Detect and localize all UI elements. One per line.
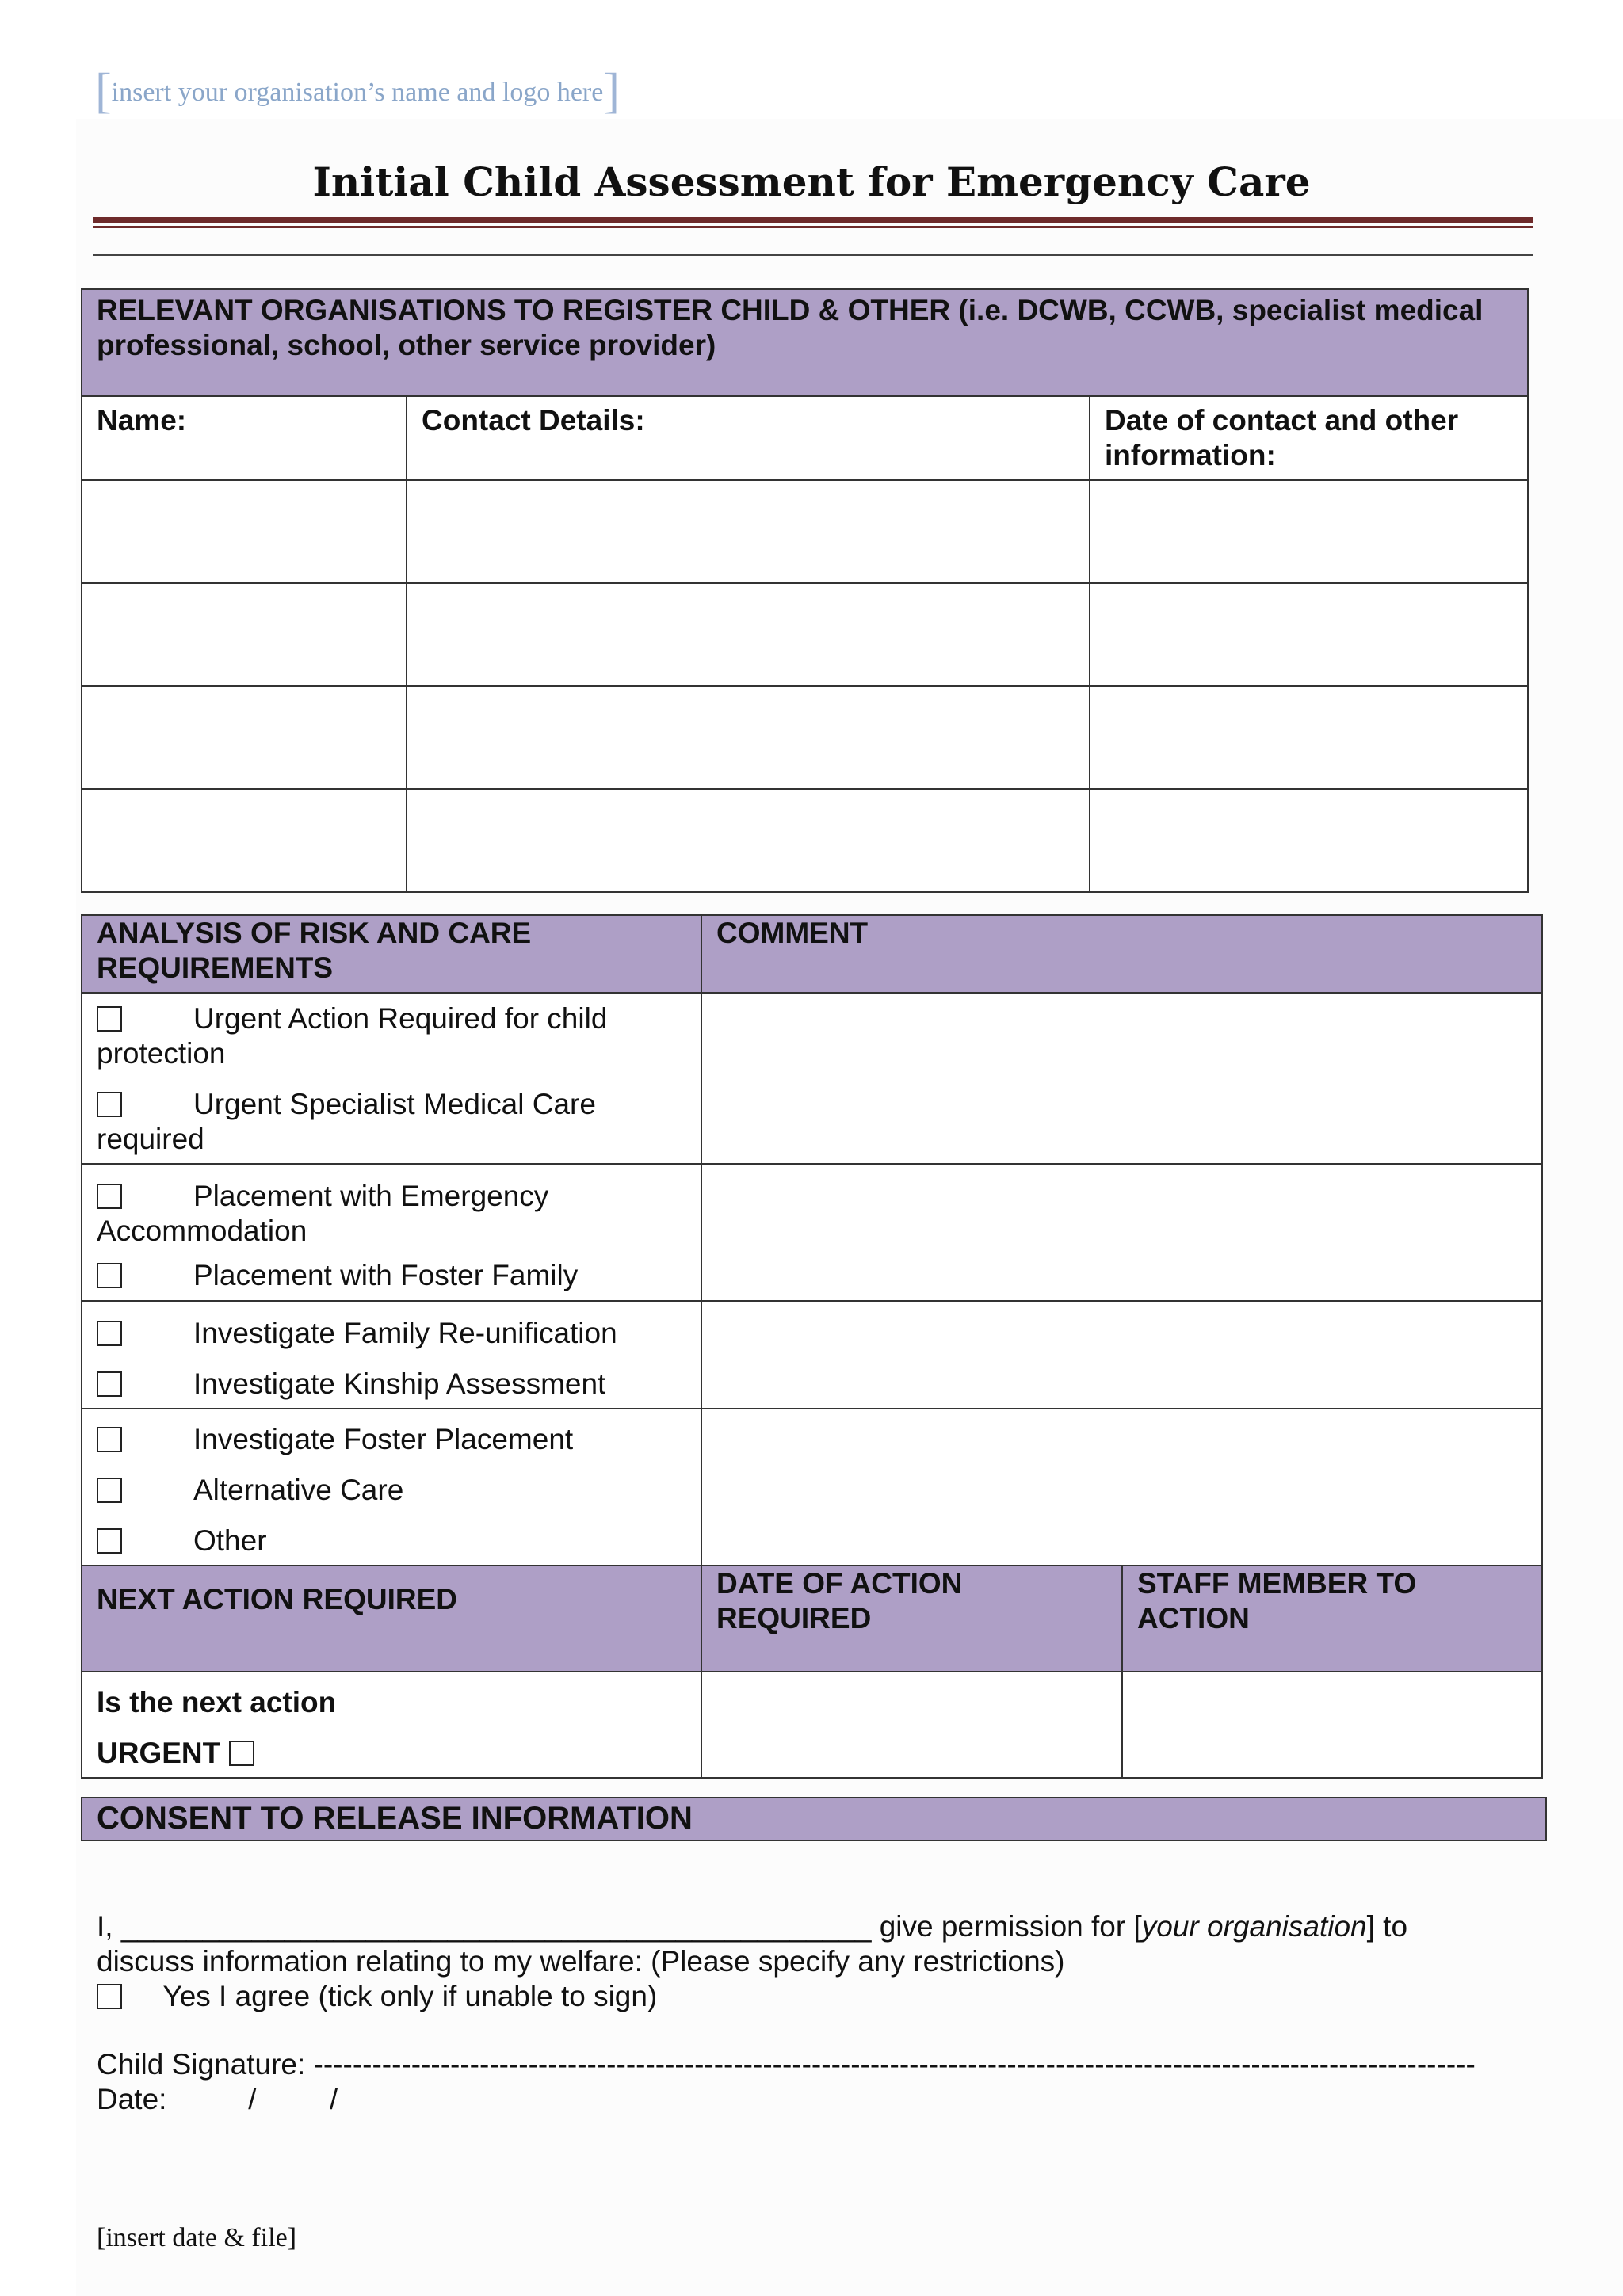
column-header-contact: Contact Details: [407, 396, 1090, 480]
consent-line-1: I, ______________________________________________ give permission for [your organisation] to [97, 1910, 1408, 1943]
comment-cell[interactable] [701, 1301, 1542, 1409]
page-title: Initial Child Assessment for Emergency Care [312, 158, 1311, 205]
risk-heading: ANALYSIS OF RISK AND CARE REQUIREMENTS [82, 915, 701, 993]
contact-cell[interactable] [407, 686, 1090, 789]
name-cell[interactable] [82, 686, 407, 789]
urgent-checkbox[interactable] [229, 1741, 254, 1766]
checkbox[interactable] [97, 1321, 122, 1346]
organisations-heading: RELEVANT ORGANISATIONS TO REGISTER CHILD & OTHER (i.e. DCWB, CCWB, specialist medical professional, school, other service provider) [82, 289, 1528, 396]
date-cell[interactable] [1090, 789, 1528, 892]
risk-analysis-table [81, 914, 1543, 1779]
consent-line-2: discuss information relating to my welfare: (Please specify any restrictions) [97, 1945, 1065, 1978]
logo-placeholder-text: insert your organisation’s name and logo here [111, 78, 604, 107]
name-cell[interactable] [82, 789, 407, 892]
table-row [82, 789, 1528, 892]
option-urgent-action: Urgent Action Required for child protection [97, 1002, 608, 1070]
checkbox[interactable] [97, 1528, 122, 1554]
checkbox[interactable] [97, 1478, 122, 1503]
comment-heading: COMMENT [701, 915, 1542, 993]
staff-member-heading: STAFF MEMBER TO ACTION [1122, 1566, 1542, 1672]
checkbox[interactable] [97, 1006, 122, 1032]
option-foster-family: Placement with Foster Family [97, 1258, 686, 1293]
date-cell[interactable] [1090, 480, 1528, 583]
column-header-name: Name: [82, 396, 407, 480]
table-row [82, 583, 1528, 686]
date-of-action-heading: DATE OF ACTION REQUIRED [701, 1566, 1122, 1672]
urgent-question: Is the next action [97, 1686, 337, 1718]
contact-cell[interactable] [407, 583, 1090, 686]
consent-agree: Yes I agree (tick only if unable to sign) [97, 1979, 1539, 2014]
title-rule-thick [93, 217, 1533, 223]
comment-cell[interactable] [701, 1164, 1542, 1301]
child-signature-line: Child Signature: ----------------------------------------------------------------------------------------------------------------------- [97, 2048, 1476, 2081]
comment-cell[interactable] [701, 993, 1542, 1164]
date-of-action-cell[interactable] [701, 1672, 1122, 1778]
logo-placeholder [95, 63, 620, 120]
checkbox[interactable] [97, 1092, 122, 1117]
urgent-line: URGENT [97, 1736, 686, 1771]
name-cell[interactable] [82, 583, 407, 686]
checkbox[interactable] [97, 1184, 122, 1209]
contact-cell[interactable] [407, 789, 1090, 892]
checkbox[interactable] [97, 1263, 122, 1288]
table-row [82, 480, 1528, 583]
organisations-table [81, 288, 1529, 893]
consent-body [97, 1909, 1539, 2117]
option-kinship-assessment: Investigate Kinship Assessment [97, 1367, 686, 1402]
title-rule-lower [93, 254, 1533, 256]
name-cell[interactable] [82, 480, 407, 583]
bracket-right: ] [603, 64, 620, 118]
checkbox[interactable] [97, 1371, 122, 1397]
option-family-reunification: Investigate Family Re-unification [97, 1316, 686, 1351]
comment-cell[interactable] [701, 1409, 1542, 1566]
option-other: Other [97, 1524, 686, 1558]
option-foster-placement: Investigate Foster Placement [97, 1422, 686, 1457]
option-emergency-accommodation: Placement with Emergency Accommodation [97, 1180, 549, 1247]
footer-note: [insert date & file] [97, 2223, 297, 2252]
table-row [82, 686, 1528, 789]
date-cell[interactable] [1090, 583, 1528, 686]
staff-member-cell[interactable] [1122, 1672, 1542, 1778]
checkbox[interactable] [97, 1427, 122, 1452]
option-urgent-medical: Urgent Specialist Medical Care required [97, 1088, 596, 1155]
consent-date-line: Date: / / [97, 2083, 338, 2115]
agree-checkbox[interactable] [97, 1984, 122, 2009]
contact-cell[interactable] [407, 480, 1090, 583]
consent-heading: CONSENT TO RELEASE INFORMATION [81, 1797, 1547, 1841]
option-alternative-care: Alternative Care [97, 1473, 686, 1508]
column-header-date: Date of contact and other information: [1090, 396, 1528, 480]
title-rule-thin [93, 226, 1533, 228]
next-action-heading: NEXT ACTION REQUIRED [82, 1566, 701, 1672]
date-cell[interactable] [1090, 686, 1528, 789]
bracket-left: [ [95, 64, 112, 118]
